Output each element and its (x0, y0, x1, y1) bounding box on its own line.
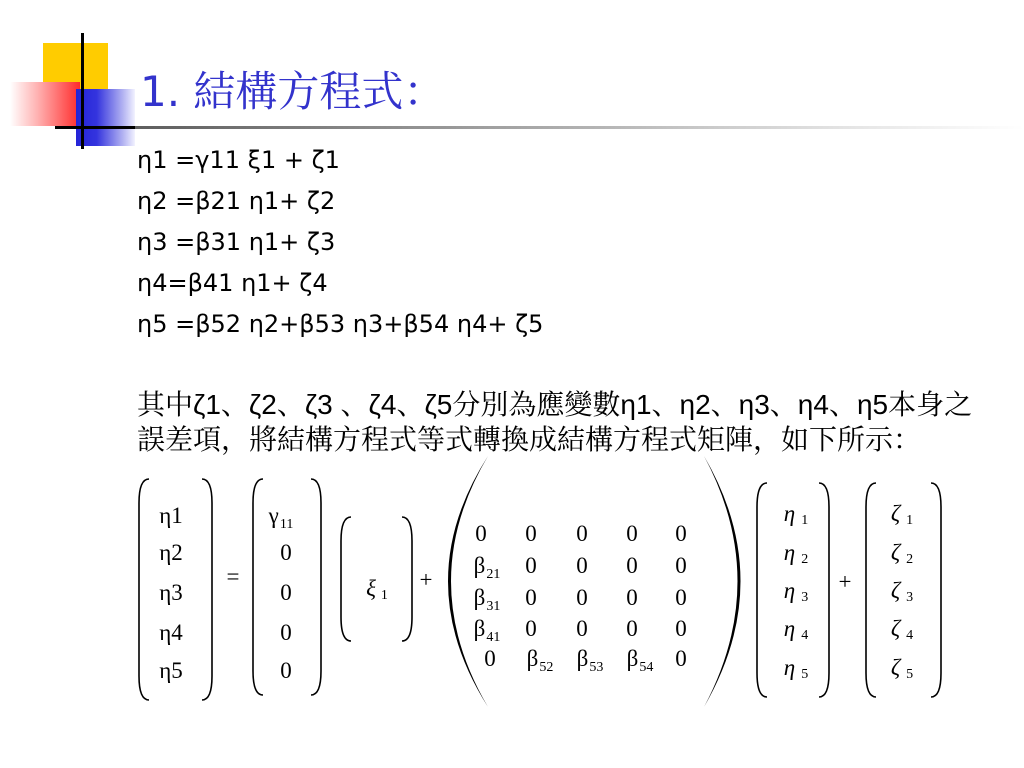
zeta-entry-3-subscript: 3 (906, 590, 914, 605)
equation-4: η4=β41 η1+ ζ4 (137, 269, 328, 297)
beta-matrix-entry-5-2 (527, 646, 554, 675)
beta-matrix-entry-2-3: 0 (576, 553, 588, 578)
eta-entry-5-symbol: η (783, 655, 796, 680)
equation-5: η5 =β52 η2+β53 η3+β54 η4+ ζ5 (137, 310, 544, 338)
xi-entry-subscript: 1 (380, 588, 388, 603)
decor-horizontal-line (55, 126, 137, 129)
eta-entry-4-symbol: η (783, 616, 796, 641)
eta-entry-1 (784, 501, 808, 528)
decor-blue-square (76, 89, 135, 146)
beta-matrix-entry-5-4-symbol: β (626, 646, 639, 671)
slide-title: 1. 結構方程式： (140, 67, 446, 116)
zeta-entry-4-symbol: ζ (890, 616, 901, 641)
xi-vector-left-bracket (341, 517, 351, 641)
eta-entry-2-subscript: 2 (801, 552, 809, 567)
gamma-entry-1-symbol: γ (268, 503, 279, 528)
beta-matrix-entry-2-1 (474, 553, 501, 582)
beta-matrix-entry-4-1 (474, 616, 501, 645)
lhs-entry-4: η4 (159, 620, 183, 645)
eta-entry-2-symbol: η (783, 540, 796, 565)
decor-red-bar (10, 82, 80, 126)
beta-matrix-entry-3-4: 0 (626, 585, 638, 610)
beta-matrix-entry-1-3: 0 (576, 521, 588, 546)
xi-vector-right-bracket (402, 517, 412, 641)
lhs-entry-3: η3 (159, 580, 183, 605)
beta-matrix-entry-5-5: 0 (675, 646, 687, 671)
lhs-vector-right-bracket (202, 479, 212, 700)
beta-matrix-entry-1-4: 0 (626, 521, 638, 546)
gamma-vector-right-bracket (311, 479, 321, 695)
zeta-entry-5-symbol: ζ (890, 655, 901, 680)
beta-matrix-entry-3-1-subscript: 31 (486, 599, 501, 614)
zeta-vector-left-bracket (866, 483, 876, 697)
lhs-entry-5: η5 (159, 658, 183, 683)
eta-vector-right-bracket (819, 483, 829, 697)
lhs-vector-left-bracket (139, 479, 149, 700)
eta-entry-2 (784, 540, 808, 567)
zeta-entry-1 (891, 501, 913, 528)
zeta-entry-2-subscript: 2 (906, 552, 914, 567)
gamma-entry-1 (268, 503, 294, 532)
zeta-entry-5-subscript: 5 (906, 667, 914, 682)
zeta-entry-2-symbol: ζ (890, 540, 901, 565)
plus-sign-2: + (838, 569, 852, 594)
gamma-entry-1-subscript: 11 (279, 517, 294, 532)
structural-equation-matrix-figure (130, 450, 950, 715)
title-underline-rule (135, 126, 1024, 129)
gamma-entry-3: 0 (280, 580, 292, 605)
beta-matrix-entry-2-1-symbol: β (473, 553, 486, 578)
beta-matrix-entry-1-2: 0 (525, 521, 537, 546)
description-line-1: 其中ζ1、ζ2、ζ3 、ζ4、ζ5分別為應變數η1、η2、η3、η4、η5本身之 (137, 389, 973, 420)
zeta-entry-1-subscript: 1 (906, 513, 914, 528)
lhs-entry-2: η2 (159, 540, 183, 565)
beta-matrix-entry-3-1-symbol: β (473, 585, 486, 610)
zeta-entry-3-symbol: ζ (890, 578, 901, 603)
beta-matrix-entry-2-4: 0 (626, 553, 638, 578)
eta-entry-3-subscript: 3 (801, 590, 809, 605)
equals-sign: = (226, 564, 240, 589)
zeta-vector-right-bracket (931, 483, 941, 697)
beta-matrix-entry-5-2-subscript: 52 (539, 660, 554, 675)
beta-matrix-entry-3-3: 0 (576, 585, 588, 610)
beta-matrix-entry-3-2: 0 (525, 585, 537, 610)
beta-matrix-entry-5-4 (627, 646, 654, 675)
beta-matrix-entry-5-2-symbol: β (526, 646, 539, 671)
xi-entry (366, 576, 388, 603)
eta-entry-1-subscript: 1 (801, 513, 809, 528)
eta-entry-3-symbol: η (783, 578, 796, 603)
zeta-entry-1-symbol: ζ (890, 501, 901, 526)
eta-vector-left-bracket (757, 483, 767, 697)
beta-matrix-entry-4-1-subscript: 41 (486, 630, 501, 645)
beta-matrix-entry-5-3-symbol: β (576, 646, 589, 671)
beta-matrix-entry-4-2: 0 (525, 616, 537, 641)
zeta-entry-5 (891, 655, 913, 682)
decor-vertical-line (81, 33, 84, 149)
beta-matrix-entry-2-2: 0 (525, 553, 537, 578)
beta-matrix-entry-2-1-subscript: 21 (486, 567, 501, 582)
eta-entry-3 (784, 578, 808, 605)
eta-entry-5-subscript: 5 (801, 667, 809, 682)
beta-matrix-entry-5-3-subscript: 53 (589, 660, 604, 675)
eta-entry-1-symbol: η (783, 501, 796, 526)
gamma-entry-5: 0 (280, 658, 292, 683)
zeta-entry-2 (891, 540, 913, 567)
beta-matrix-entry-4-3: 0 (576, 616, 588, 641)
gamma-vector-left-bracket (253, 479, 263, 695)
beta-matrix-right-paren (704, 456, 741, 707)
beta-matrix-entry-3-1 (474, 585, 501, 614)
zeta-entry-4 (891, 616, 913, 643)
description-paragraph (137, 387, 972, 457)
beta-matrix-entry-2-5: 0 (675, 553, 687, 578)
equation-1: η1 =γ11 ξ1 + ζ1 (137, 146, 340, 174)
equation-3: η3 =β31 η1+ ζ3 (137, 228, 336, 256)
eta-entry-5 (784, 655, 808, 682)
eta-entry-4-subscript: 4 (801, 628, 809, 643)
beta-matrix-entry-5-3 (577, 646, 604, 675)
structural-equations (137, 140, 543, 345)
lhs-entry-1: η1 (159, 503, 183, 528)
gamma-entry-4: 0 (280, 620, 292, 645)
beta-matrix-entry-5-4-subscript: 54 (639, 660, 654, 675)
beta-matrix-entry-3-5: 0 (675, 585, 687, 610)
beta-matrix-entry-4-4: 0 (626, 616, 638, 641)
plus-sign-1: + (419, 567, 433, 592)
gamma-entry-2: 0 (280, 540, 292, 565)
eta-entry-4 (784, 616, 808, 643)
beta-matrix-left-paren (448, 456, 488, 707)
zeta-entry-3 (891, 578, 913, 605)
xi-entry-symbol: ξ (366, 576, 376, 601)
zeta-entry-4-subscript: 4 (906, 628, 914, 643)
equation-2: η2 =β21 η1+ ζ2 (137, 187, 336, 215)
beta-matrix-entry-4-5: 0 (675, 616, 687, 641)
beta-matrix-entry-5-1: 0 (484, 646, 496, 671)
description-line-2: 誤差項，將結構方程式等式轉換成結構方程式矩陣，如下所示： (137, 424, 922, 455)
beta-matrix-entry-1-5: 0 (675, 521, 687, 546)
beta-matrix-entry-1-1: 0 (475, 521, 487, 546)
beta-matrix-entry-4-1-symbol: β (473, 616, 486, 641)
